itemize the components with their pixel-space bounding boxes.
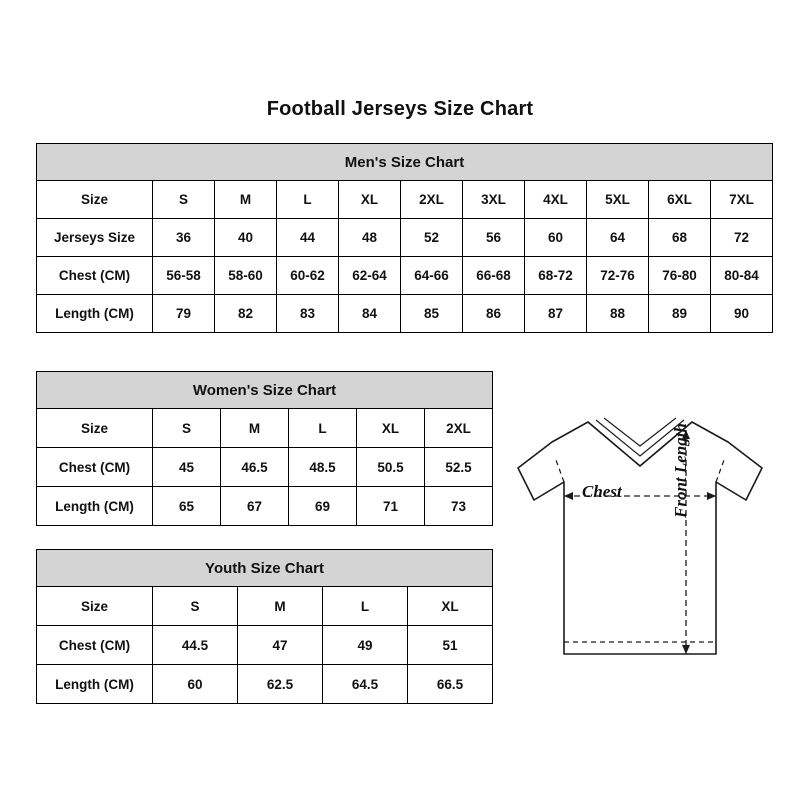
- cell: 36: [153, 219, 215, 257]
- cell: 62-64: [339, 257, 401, 295]
- table-row: [37, 487, 493, 526]
- table-row: [37, 409, 493, 448]
- cell: 82: [215, 295, 277, 333]
- cell: 66-68: [463, 257, 525, 295]
- cell: 7XL: [711, 181, 773, 219]
- mens-table-header: Men's Size Chart: [37, 144, 773, 181]
- row-label: Size: [37, 587, 153, 626]
- chest-arrow-left: [564, 492, 573, 500]
- cell: 72-76: [587, 257, 649, 295]
- cell: 47: [238, 626, 323, 665]
- cell: 44.5: [153, 626, 238, 665]
- cell: 66.5: [408, 665, 493, 704]
- page-title: Football Jerseys Size Chart: [266, 98, 534, 120]
- cell: 6XL: [649, 181, 711, 219]
- jersey-illustration-svg: [500, 400, 780, 690]
- cell: 51: [408, 626, 493, 665]
- table-row: [37, 295, 773, 333]
- cell: 84: [339, 295, 401, 333]
- cell: M: [215, 181, 277, 219]
- cell: M: [238, 587, 323, 626]
- table-header-row: [37, 144, 773, 181]
- cell: 2XL: [425, 409, 493, 448]
- row-label: Length (CM): [37, 665, 153, 704]
- front-length-arrow-bottom: [682, 645, 690, 654]
- row-label: Size: [37, 409, 153, 448]
- cell: 60: [153, 665, 238, 704]
- table-row: [37, 448, 493, 487]
- right-sleeve-seam: [716, 460, 724, 482]
- cell: S: [153, 409, 221, 448]
- cell: 68-72: [525, 257, 587, 295]
- jersey-diagram: [500, 400, 780, 690]
- cell: 73: [425, 487, 493, 526]
- cell: 45: [153, 448, 221, 487]
- cell: 83: [277, 295, 339, 333]
- cell: 88: [587, 295, 649, 333]
- row-label: Chest (CM): [37, 257, 153, 295]
- cell: S: [153, 587, 238, 626]
- womens-table-header: Women's Size Chart: [37, 372, 493, 409]
- row-label: Chest (CM): [37, 448, 153, 487]
- cell: 76-80: [649, 257, 711, 295]
- row-label: Size: [37, 181, 153, 219]
- cell: 65: [153, 487, 221, 526]
- cell: 79: [153, 295, 215, 333]
- cell: 2XL: [401, 181, 463, 219]
- cell: 48: [339, 219, 401, 257]
- cell: 4XL: [525, 181, 587, 219]
- cell: 90: [711, 295, 773, 333]
- cell: XL: [408, 587, 493, 626]
- cell: 69: [289, 487, 357, 526]
- cell: 64: [587, 219, 649, 257]
- chest-arrow-right: [707, 492, 716, 500]
- table-row: [37, 181, 773, 219]
- cell: 87: [525, 295, 587, 333]
- cell: 60: [525, 219, 587, 257]
- cell: 48.5: [289, 448, 357, 487]
- cell: 49: [323, 626, 408, 665]
- cell: 40: [215, 219, 277, 257]
- cell: 62.5: [238, 665, 323, 704]
- table-row: [37, 257, 773, 295]
- youth-size-chart-table: [36, 549, 493, 704]
- table-row: [37, 587, 493, 626]
- cell: 68: [649, 219, 711, 257]
- cell: XL: [357, 409, 425, 448]
- cell: L: [323, 587, 408, 626]
- chest-measure-label: Chest: [582, 482, 622, 501]
- cell: 5XL: [587, 181, 649, 219]
- cell: 50.5: [357, 448, 425, 487]
- table-row: [37, 626, 493, 665]
- table-header-row: [37, 372, 493, 409]
- collar-inner-line-2: [604, 418, 676, 446]
- row-label: Chest (CM): [37, 626, 153, 665]
- cell: 80-84: [711, 257, 773, 295]
- table-header-row: [37, 550, 493, 587]
- cell: 46.5: [221, 448, 289, 487]
- youth-table-header: Youth Size Chart: [37, 550, 493, 587]
- table-row: [37, 665, 493, 704]
- cell: S: [153, 181, 215, 219]
- womens-size-chart-table: [36, 371, 493, 526]
- cell: 72: [711, 219, 773, 257]
- cell: 85: [401, 295, 463, 333]
- row-label: Jerseys Size: [37, 219, 153, 257]
- cell: 58-60: [215, 257, 277, 295]
- row-label: Length (CM): [37, 487, 153, 526]
- cell: 89: [649, 295, 711, 333]
- cell: 44: [277, 219, 339, 257]
- cell: L: [277, 181, 339, 219]
- cell: 71: [357, 487, 425, 526]
- row-label: Length (CM): [37, 295, 153, 333]
- cell: 56-58: [153, 257, 215, 295]
- cell: 56: [463, 219, 525, 257]
- cell: 67: [221, 487, 289, 526]
- cell: M: [221, 409, 289, 448]
- left-sleeve-seam: [556, 460, 564, 482]
- cell: 86: [463, 295, 525, 333]
- table-row: [37, 219, 773, 257]
- cell: 52.5: [425, 448, 493, 487]
- front-length-measure-label: Front Length: [671, 423, 690, 518]
- cell: XL: [339, 181, 401, 219]
- cell: 3XL: [463, 181, 525, 219]
- cell: 64-66: [401, 257, 463, 295]
- cell: 64.5: [323, 665, 408, 704]
- cell: L: [289, 409, 357, 448]
- shirt-outline: [518, 422, 762, 654]
- cell: 52: [401, 219, 463, 257]
- mens-size-chart-table: [36, 143, 773, 333]
- cell: 60-62: [277, 257, 339, 295]
